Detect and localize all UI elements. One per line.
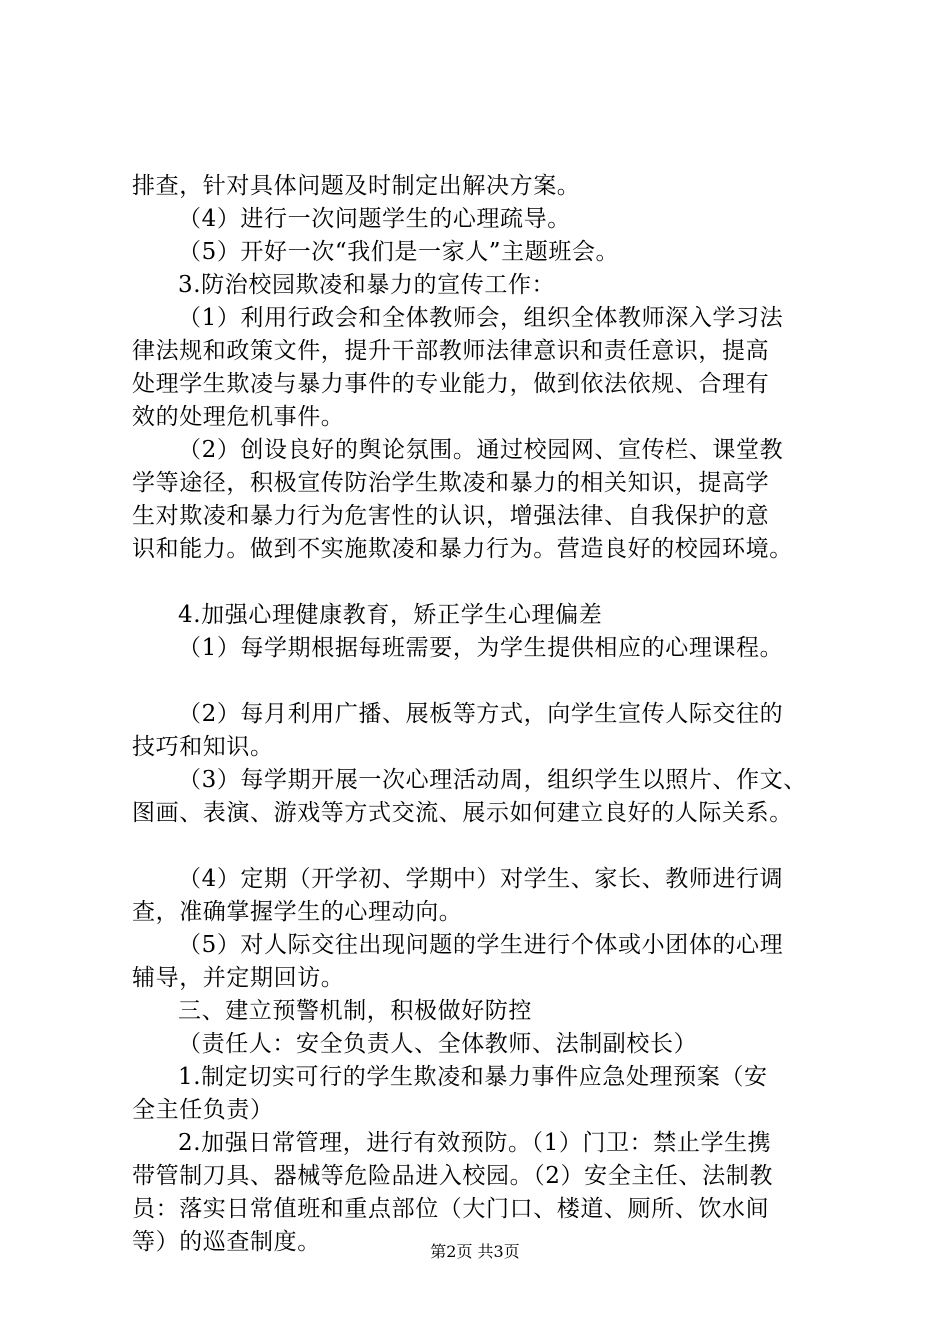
text-line: 效的处理危机事件。: [132, 404, 345, 430]
document-body: [132, 170, 842, 1259]
text-line: （3）每学期开展一次心理活动周，组织学生以照片、作文、: [178, 767, 807, 793]
text-line: 带管制刀具、器械等危险品进入校园。（2）安全主任、法制教: [132, 1163, 773, 1189]
text-line: 查，准确掌握学生的心理动向。: [132, 899, 463, 925]
text-line: 学等途径，积极宣传防治学生欺凌和暴力的相关知识，提高学: [132, 470, 770, 496]
blank-line: [132, 830, 842, 863]
text-line: （4）进行一次问题学生的心理疏导。: [178, 206, 571, 232]
blank-line: [132, 665, 842, 698]
text-line: 律法规和政策文件，提升干部教师法律意识和责任意识，提高: [132, 338, 770, 364]
text-line: 图画、表演、游戏等方式交流、展示如何建立良好的人际关系。: [132, 800, 793, 826]
text-line: （2）创设良好的舆论氛围。通过校园网、宣传栏、课堂教: [178, 437, 784, 463]
text-line: 辅导，并定期回访。: [132, 965, 345, 991]
section-heading: 三、建立预警机制，积极做好防控: [178, 998, 532, 1024]
text-line: 识和能力。做到不实施欺凌和暴力行为。营造良好的校园环境。: [132, 536, 793, 562]
text-line: （4）定期（开学初、学期中）对学生、家长、教师进行调: [178, 866, 784, 892]
text-line: （5）开好一次“我们是一家人”主题班会。: [178, 239, 620, 265]
text-line: （5）对人际交往出现问题的学生进行个体或小团体的心理: [178, 932, 784, 958]
text-line: （1）每学期根据每班需要，为学生提供相应的心理课程。: [178, 635, 784, 661]
text-line: 2.加强日常管理，进行有效预防。（1）门卫：禁止学生携: [178, 1130, 772, 1156]
blank-line: [132, 566, 842, 599]
text-line: （责任人：安全负责人、全体教师、法制副校长）: [178, 1031, 698, 1057]
section-heading: 3.防治校园欺凌和暴力的宣传工作：: [178, 272, 556, 298]
text-line: 全主任负责）: [132, 1097, 274, 1123]
text-line: 1.制定切实可行的学生欺凌和暴力事件应急处理预案（安: [178, 1064, 768, 1090]
text-line: 生对欺凌和暴力行为危害性的认识，增强法律、自我保护的意: [132, 503, 770, 529]
text-line: 员：落实日常值班和重点部位（大门口、楼道、厕所、饮水间: [132, 1196, 770, 1222]
text-line: （2）每月利用广播、展板等方式，向学生宣传人际交往的: [178, 701, 784, 727]
text-line: 等）的巡查制度。: [132, 1229, 321, 1255]
text-line: 技巧和知识。: [132, 734, 274, 760]
section-heading: 4.加强心理健康教育，矫正学生心理偏差: [178, 602, 603, 628]
text-line: 处理学生欺凌与暴力事件的专业能力，做到依法依规、合理有: [132, 371, 770, 397]
text-line: （1）利用行政会和全体教师会，组织全体教师深入学习法: [178, 305, 784, 331]
text-line: 排查，针对具体问题及时制定出解决方案。: [132, 173, 581, 199]
page-number-label: 第2页 共3页: [430, 1242, 520, 1261]
page-footer: [0, 1241, 950, 1263]
